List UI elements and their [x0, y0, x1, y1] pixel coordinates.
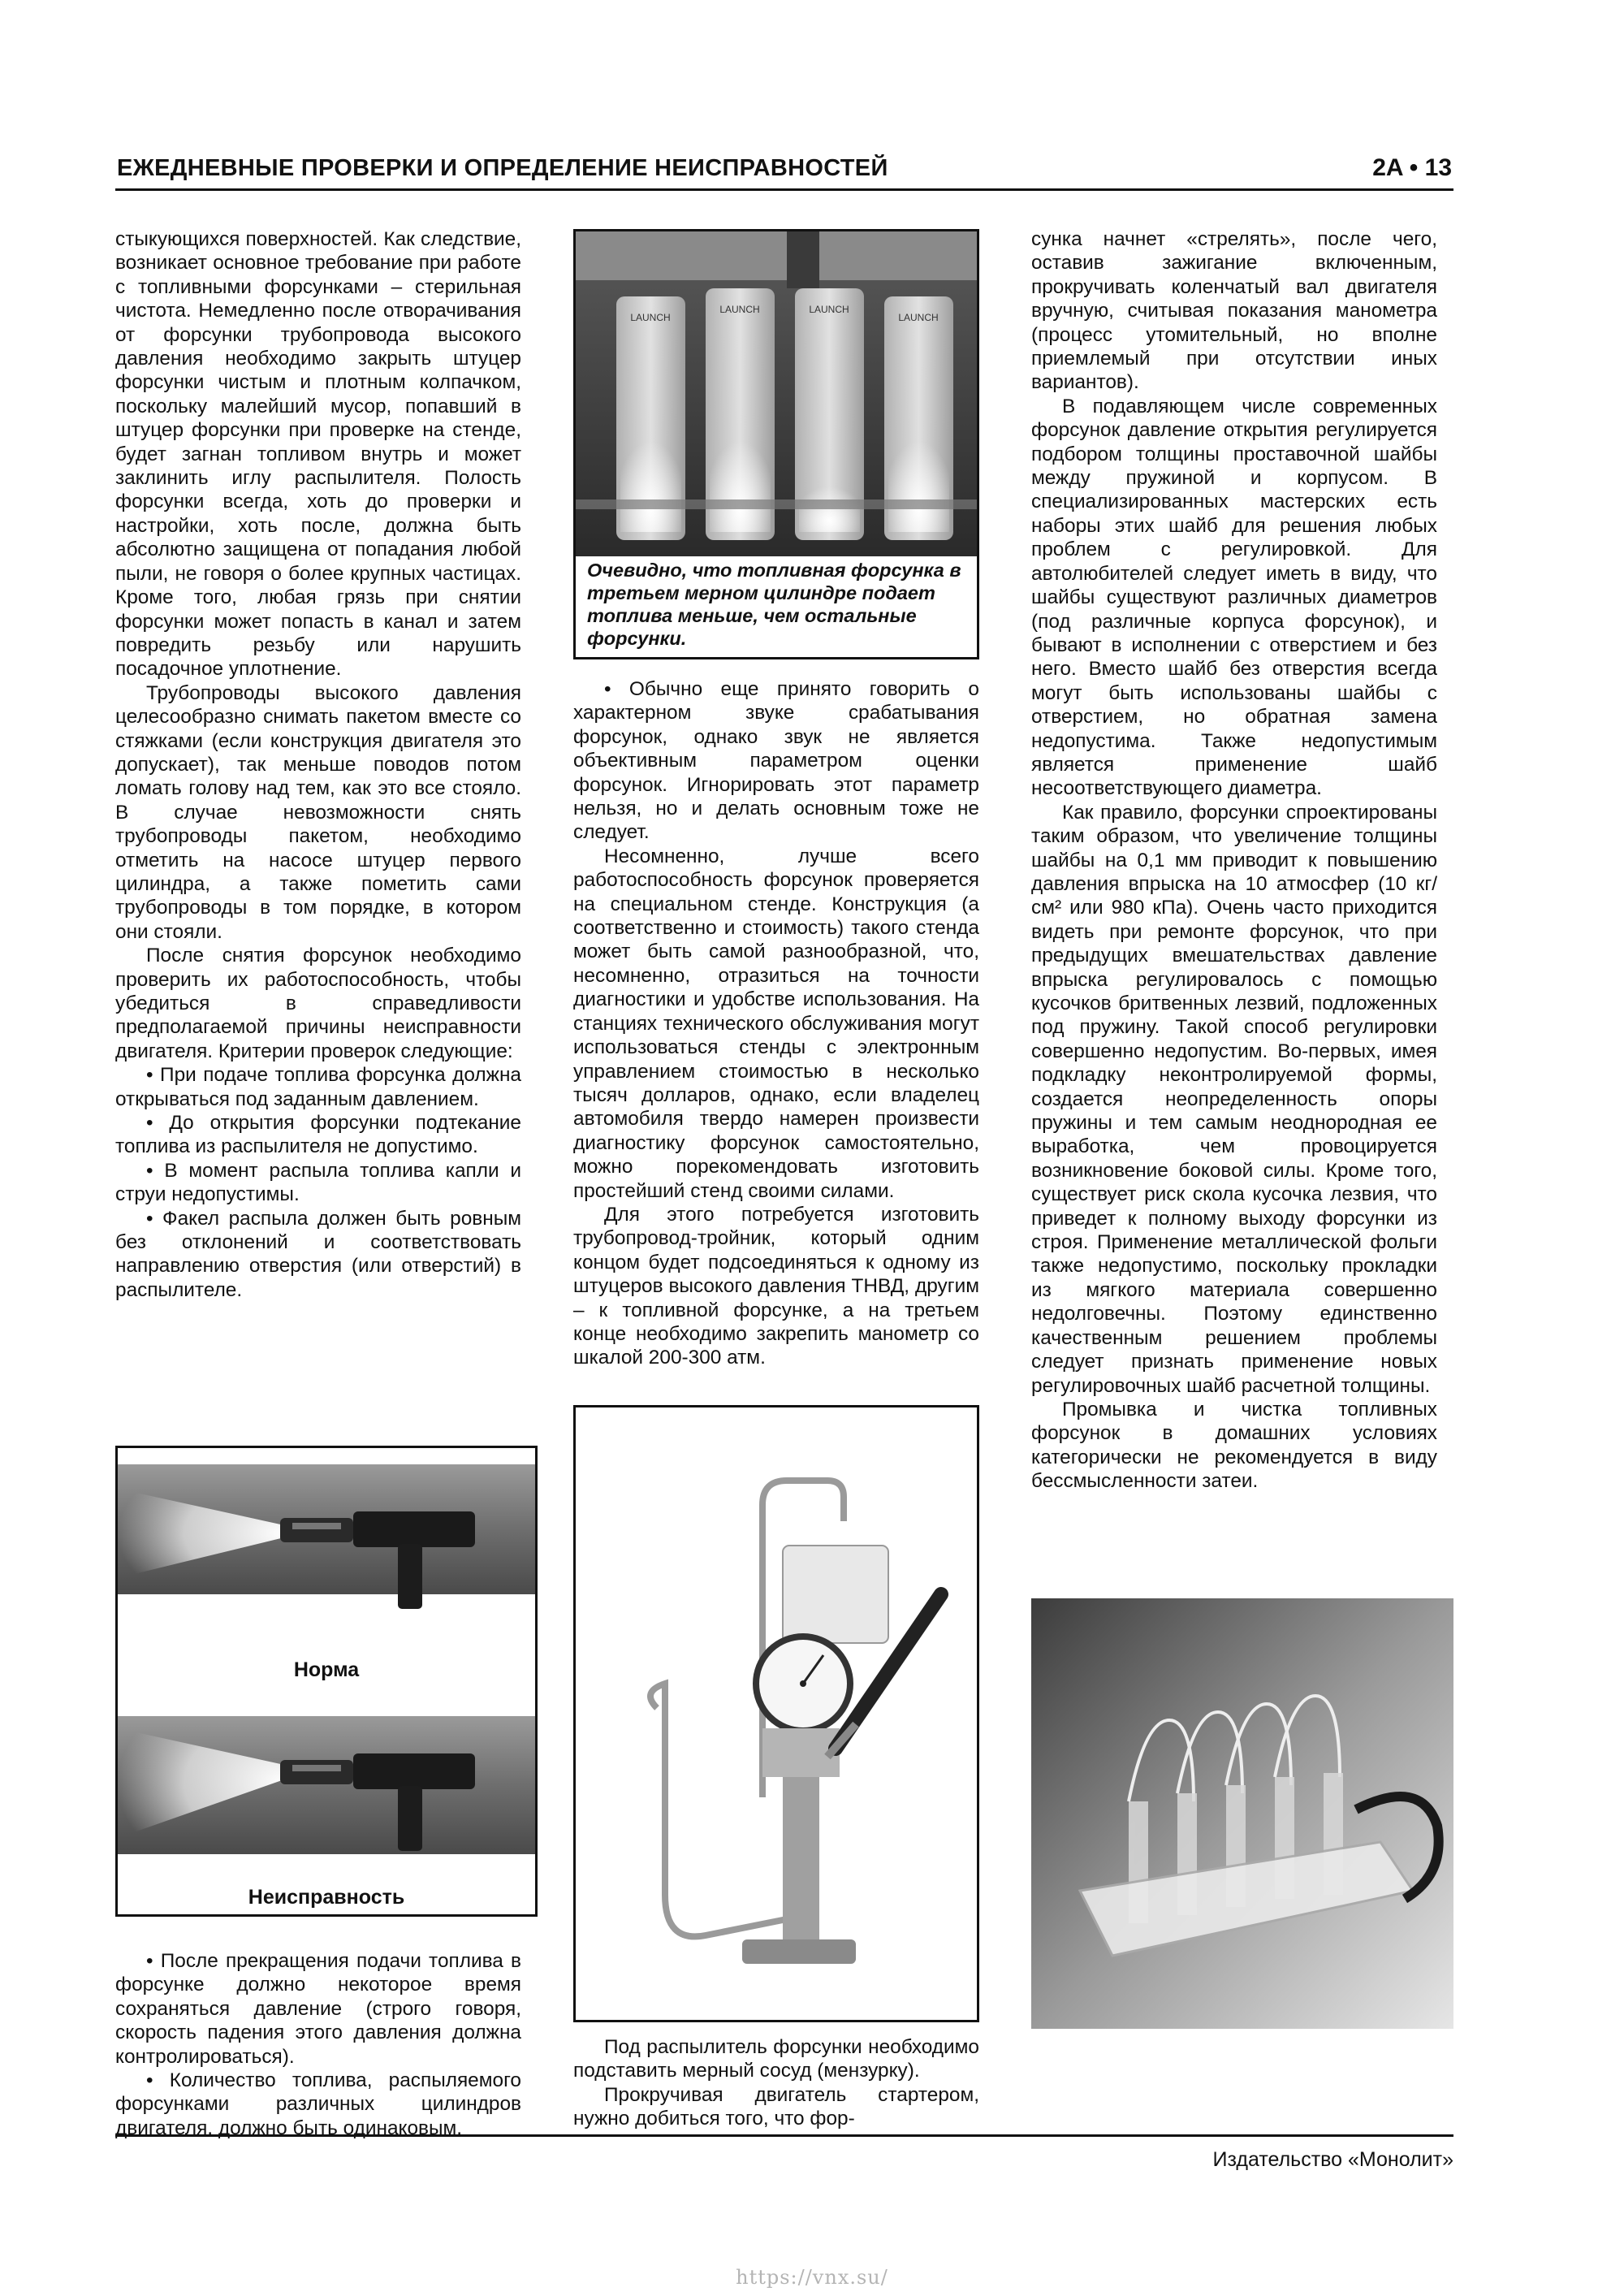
publisher-name: Издательство «Монолит»	[1212, 2148, 1453, 2171]
figure-label-norm: Норма	[293, 1658, 360, 1681]
paragraph: В подавляющем числе современных форсунок давление открытия регулируется подбором толщины проставочной шайбы между пружиной и корпусом. В специализированных мастерских есть наборы этих шайб для решения любых проблем с регулировкой. Для автолюбителей следует иметь в виду, что шайбы существуют различных диаметров (под различные корпуса форсунок), и бывают в исполнении с отверстием и без него. Вместо шайб без отверстия всегда могут быть использованы шайбы с отверстием, но обратная замена недопустима. Также недопустимым является применение шайб несоответствующего диаметра.	[1031, 395, 1437, 800]
paragraph: После снятия форсунок необходимо проверить их работоспособность, чтобы убедиться в справедливости предполагаемой причины неисправности двигателя. Критерии проверок следующие:	[115, 945, 521, 1062]
cylinder-brand-label: LAUNCH	[809, 304, 849, 315]
paragraph: стыкующихся поверхностей. Как следствие, возникает основное требование при работе с топливными форсунками – стерильная чистота. Немедленно после отворачивания от форсунки трубопровода высокого давления необходимо закрыть штуцер форсунки чистым и плотным колпачком, поскольку малейший мусор, попавший в штуцер форсунки при проверке на стенде, будет загнан топливом внутрь и может заклинить иглу распылителя. Полость форсунки всегда, хоть до проверки и настройки, хоть после, должна быть абсолютно защищена от попадания любой пыли, не говоря о более крупных частицах. Кроме того, любая грязь при снятии форсунки может попасть в канал и затем повредить резьбу или нарушить посадочное уплотнение.	[115, 228, 521, 681]
column-1	[115, 227, 521, 1302]
section-title: ЕЖЕДНЕВНЫЕ ПРОВЕРКИ И ОПРЕДЕЛЕНИЕ НЕИСПРАВНОСТЕЙ	[117, 155, 888, 181]
paragraph: Прокручивая двигатель стартером, нужно добиться того, что фор-	[573, 2083, 979, 2130]
injector-rack-image	[1031, 1598, 1453, 2029]
cylinder-brand-label: LAUNCH	[719, 304, 760, 315]
bullet-item: • При подаче топлива форсунка должна открываться под заданным давлением.	[115, 1064, 521, 1110]
column-3	[1031, 227, 1437, 1494]
measuring-cylinders-image	[576, 231, 977, 556]
measuring-cylinders-photo	[573, 229, 979, 556]
page-header	[115, 148, 1453, 191]
column-2-bottom	[573, 2035, 979, 2131]
bullet-item: • Обычно еще принято говорить о характерном звуке срабатывания форсунок, однако звук не является объективным параметром оценки форсунок. Игнорировать этот параметр нельзя, но и делать основным тоже не следует.	[573, 678, 979, 844]
bullet-item: • До открытия форсунки подтекание топлива из распылителя не допустимо.	[115, 1112, 521, 1158]
paragraph: Несомненно, лучше всего работоспособность форсунок проверяется на специальном стенде. Конструкция (а соответственно и стоимость) такого стенда может быть самой разнообразной, что, несомненно, отразиться на точности диагностики и удобстве использования. На станциях технического обслуживания могут использоваться стенды с электронным управлением стоимостью в несколько тысяч долларов, однако, если владелец автомобиля твердо намерен произвести диагностику форсунок самостоятельно, можно порекомендовать изготовить простейший стенд своими силами.	[573, 845, 979, 1202]
figure-label-fault: Неисправность	[248, 1886, 405, 1909]
paragraph: Промывка и чистка топливных форсунок в домашних условиях категорически не рекомендуется в виду бессмысленности затеи.	[1031, 1398, 1437, 1493]
paragraph: сунка начнет «стрелять», после чего, оставив зажигание включенным, прокручивать коленчатый вал двигателя вручную, считывая показания манометра (процесс утомительный, но вполне приемлемый при отсутствии иных вариантов).	[1031, 228, 1437, 394]
watermark-url[interactable]: https://vnx.su/	[736, 2266, 888, 2289]
cylinder-brand-label: LAUNCH	[630, 312, 671, 323]
injector-rack-photo	[1031, 1598, 1453, 2029]
page-number: 2A • 13	[1372, 154, 1452, 181]
pressure-tester-photo	[573, 1405, 979, 2022]
bullet-item: • После прекращения подачи топлива в форсунке должно некоторое время сохраняться давление (строго говоря, скорость падения этого давления должна контролироваться).	[115, 1950, 521, 2068]
photo-caption: Очевидно, что топливная форсунка в третьем мерном цилиндре подает топлива меньше, чем остальные форсунки.	[573, 554, 979, 659]
bullet-item: • Количество топлива, распыляемого форсунками различных цилиндров двигателя, должно быть одинаковым.	[115, 2069, 521, 2139]
footer-rule	[115, 2134, 1453, 2137]
paragraph: Как правило, форсунки спроектированы таким образом, что увеличение толщины шайбы на 0,1 мм приводит к повышению давления впрыска на 10 атмосфер (10 кг/см² или 980 кПа). Очень часто приходится видеть при ремонте форсунок, что при предыдущих вмешательствах давление впрыска регулировалось с помощью кусочков бритвенных лезвий, подложенных под пружину. Такой способ регулировки совершенно недопустим. Во-первых, имея подкладку неконтролируемой формы, создается неопределенность опоры пружины и тем самым неоднородная ее выработка, чем провоцируется возникновение боковой силы. Кроме того, существует риск скола кусочка лезвия, что приведет к полному выходу форсунки из строя. Применение металлической фольги также недопустимо, поскольку прокладки из мягкого материала совершенно недолговечны. Поэтому единственно качественным решением проблемы следует признать применение новых регулировочных шайб расчетной толщины.	[1031, 801, 1437, 1397]
column-1-bottom	[115, 1949, 521, 2140]
bullet-item: • В момент распыла топлива капли и струи недопустимы.	[115, 1159, 521, 1206]
pressure-tester-image	[576, 1407, 977, 2020]
paragraph: Под распылитель форсунки необходимо подставить мерный сосуд (мензурку).	[573, 2036, 979, 2082]
paragraph: Для этого потребуется изготовить трубопровод-тройник, который одним концом будет подсоединяться к одному из штуцеров высокого давления ТНВД, другим – к топливной форсунке, а на третьем конце необходимо закрепить манометр со шкалой 200-300 атм.	[573, 1203, 979, 1369]
cylinder-brand-label: LAUNCH	[898, 312, 939, 323]
bullet-item: • Факел распыла должен быть ровным без отклонений и соответствовать направлению отверстия (или отверстий) в распылителе.	[115, 1207, 521, 1301]
paragraph: Трубопроводы высокого давления целесообразно снимать пакетом вместе со стяжками (если конструкция двигателя это допускает), так меньше поводов потом ломать голову над тем, как это все стояло. В случае невозможности снять трубопроводы пакетом, необходимо отметить на насосе штуцер первого цилиндра, а также пометить сами трубопроводы в том порядке, в котором они стояли.	[115, 681, 521, 943]
column-2	[573, 677, 979, 1370]
